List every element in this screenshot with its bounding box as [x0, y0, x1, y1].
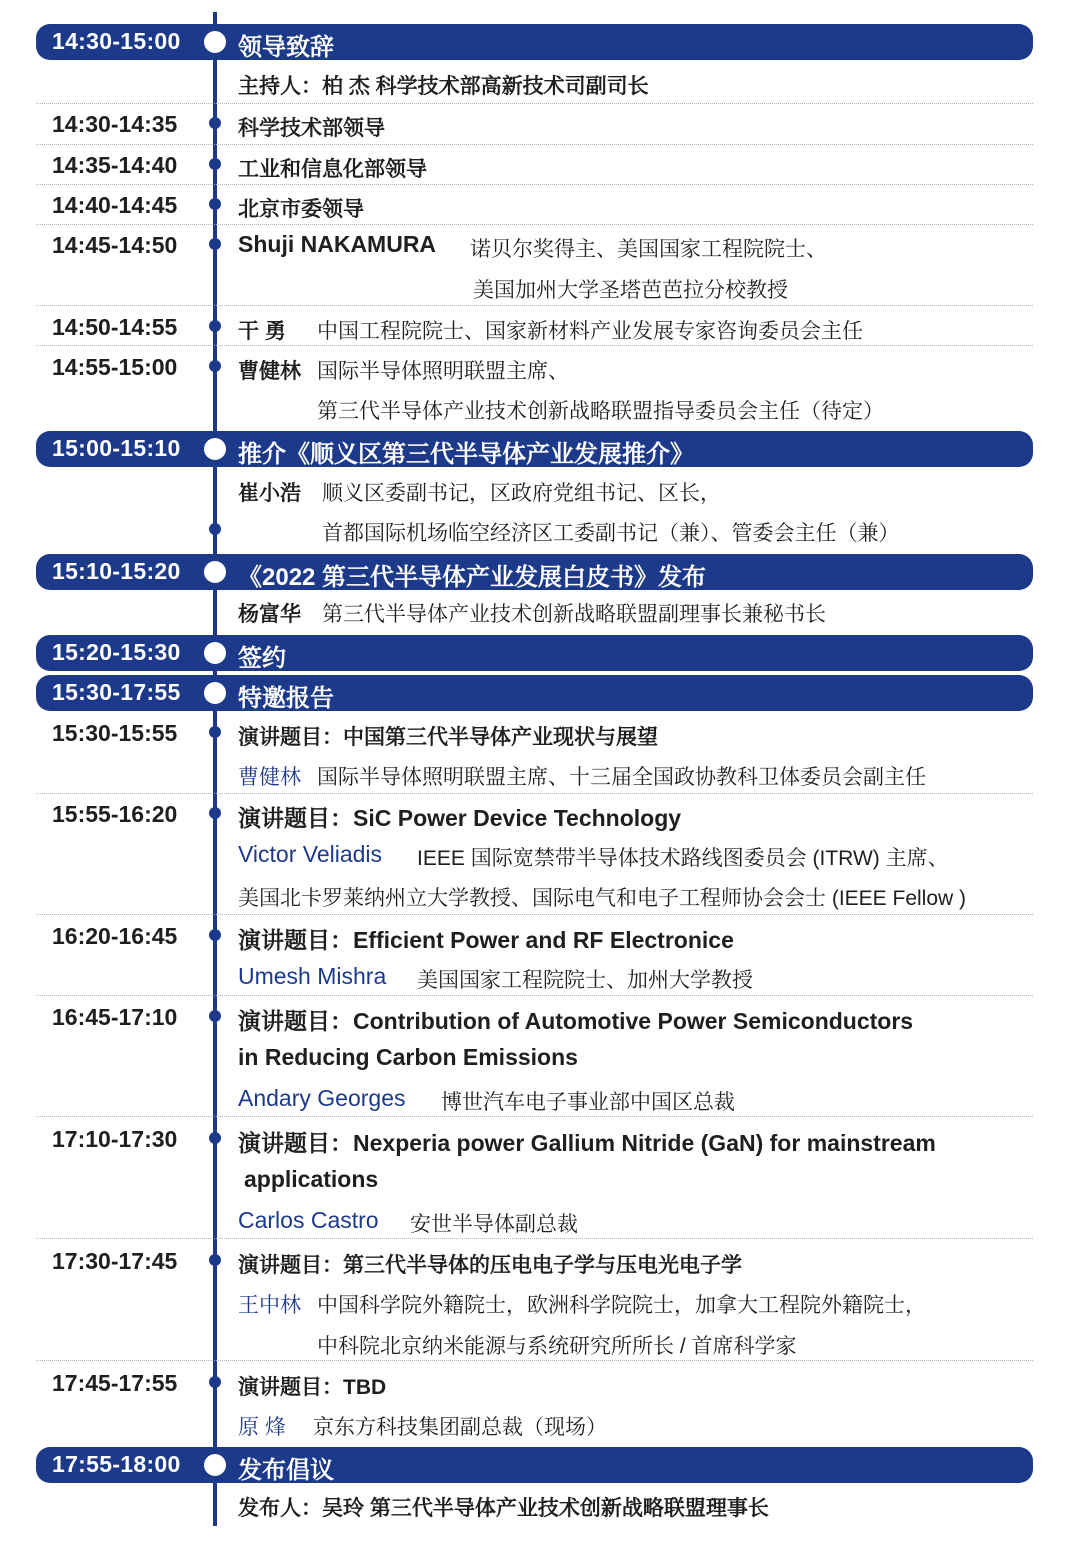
- section-bar-initiative: [36, 1447, 1033, 1483]
- talk-time: 17:45-17:55: [52, 1370, 178, 1396]
- separator: [36, 144, 1033, 145]
- separator: [36, 995, 1033, 996]
- separator: [36, 345, 1033, 346]
- timeline-dot: [209, 360, 221, 372]
- speaker-desc: 博世汽车电子事业部中国区总裁: [441, 1091, 735, 1114]
- separator: [36, 1116, 1033, 1117]
- separator: [36, 1238, 1033, 1239]
- timeline-node: [204, 642, 226, 664]
- speaker-desc: 国际半导体照明联盟主席、: [317, 360, 569, 383]
- item-time: 14:50-14:55: [52, 314, 178, 340]
- timeline-node: [204, 1454, 226, 1476]
- speaker-desc: 中国科学院外籍院士，欧洲科学院院士，加拿大工程院外籍院士，: [317, 1294, 926, 1317]
- talk-title: 演讲题目：SiC Power Device Technology: [238, 805, 682, 831]
- section-bar-welcome: [36, 24, 1033, 60]
- timeline-node: [204, 561, 226, 583]
- speaker-desc: 中国工程院院士、国家新材料产业发展专家咨询委员会主任: [317, 320, 863, 343]
- item-name: 科学技术部领导: [238, 117, 385, 140]
- item-time: 14:35-14:40: [52, 152, 178, 178]
- speaker-name: 曹健林: [238, 766, 301, 789]
- timeline-dot: [209, 1132, 221, 1144]
- speaker-desc: 中科院北京纳米能源与系统研究所所长 / 首席科学家: [317, 1335, 797, 1358]
- timeline-dot: [209, 158, 221, 170]
- separator: [36, 305, 1033, 306]
- speaker-name: Carlos Castro: [238, 1207, 379, 1233]
- talk-title: 演讲题目：中国第三代半导体产业现状与展望: [238, 726, 658, 749]
- speaker-name: 崔小浩: [238, 482, 301, 505]
- speaker-desc: 美国北卡罗莱纳州立大学教授、国际电气和电子工程师协会会士 (IEEE Fellow ): [238, 887, 967, 910]
- speaker-name: 王中林: [238, 1294, 301, 1317]
- speaker-desc: 安世半导体副总裁: [410, 1213, 578, 1236]
- speaker-desc: 第三代半导体产业技术创新战略联盟指导委员会主任（待定）: [317, 400, 884, 423]
- timeline-dot: [209, 320, 221, 332]
- section-bar-promo: [36, 431, 1033, 467]
- section-title: 《2022 第三代半导体产业发展白皮书》发布: [238, 564, 707, 591]
- talk-title: 演讲题目：Efficient Power and RF Electronice: [238, 927, 734, 953]
- section-title: 签约: [238, 645, 286, 672]
- speaker-desc: 第三代半导体产业技术创新战略联盟副理事长兼秘书长: [322, 603, 826, 626]
- publisher-line: 发布人：吴玲 第三代半导体产业技术创新战略联盟理事长: [238, 1497, 769, 1520]
- talk-title: 演讲题目：Contribution of Automotive Power Semiconductors: [238, 1008, 914, 1034]
- speaker-name: Andary Georges: [238, 1085, 406, 1111]
- talk-time: 16:45-17:10: [52, 1004, 178, 1030]
- section-title: 特邀报告: [238, 685, 334, 712]
- speaker-name: 原 烽: [238, 1416, 286, 1439]
- section-time: 15:20-15:30: [52, 639, 181, 665]
- timeline-dot: [209, 726, 221, 738]
- section-title: 推介《顺义区第三代半导体产业发展推介》: [238, 441, 694, 468]
- speaker-name: Shuji NAKAMURA: [238, 231, 437, 257]
- speaker-desc: 首都国际机场临空经济区工委副书记（兼）、管委会主任（兼）: [322, 522, 900, 545]
- separator: [36, 914, 1033, 915]
- speaker-name: 干 勇: [238, 320, 286, 343]
- separator: [36, 793, 1033, 794]
- separator: [36, 224, 1033, 225]
- timeline-dot: [209, 238, 221, 250]
- section-time: 15:30-17:55: [52, 679, 181, 705]
- section-bar-whitepaper: [36, 554, 1033, 590]
- talk-title: 演讲题目：第三代半导体的压电电子学与压电光电子学: [238, 1254, 742, 1277]
- speaker-desc: 美国加州大学圣塔芭芭拉分校教授: [473, 279, 788, 302]
- speaker-name: 杨富华: [238, 603, 301, 626]
- talk-time: 16:20-16:45: [52, 923, 178, 949]
- talk-title: 演讲题目：TBD: [238, 1376, 387, 1399]
- talk-time: 17:30-17:45: [52, 1248, 178, 1274]
- speaker-desc: 美国国家工程院院士、加州大学教授: [417, 969, 753, 992]
- section-title: 领导致辞: [238, 34, 334, 61]
- talk-time: 17:10-17:30: [52, 1126, 178, 1152]
- separator: [36, 1360, 1033, 1361]
- timeline-dot: [209, 929, 221, 941]
- timeline-dot: [209, 117, 221, 129]
- timeline-dot: [209, 523, 221, 535]
- timeline-node: [204, 438, 226, 460]
- item-time: 14:55-15:00: [52, 354, 178, 380]
- talk-title: in Reducing Carbon Emissions: [238, 1044, 578, 1070]
- section-bar-signing: [36, 635, 1033, 671]
- item-time: 14:40-14:45: [52, 192, 178, 218]
- separator: [36, 184, 1033, 185]
- speaker-desc: IEEE 国际宽禁带半导体技术路线图委员会 (ITRW) 主席、: [417, 847, 949, 870]
- section-time: 17:55-18:00: [52, 1451, 181, 1477]
- section-time: 14:30-15:00: [52, 28, 181, 54]
- speaker-name: Victor Veliadis: [238, 841, 383, 867]
- timeline-node: [204, 31, 226, 53]
- speaker-desc: 顺义区委副书记，区政府党组书记、区长，: [322, 482, 721, 505]
- section-title: 发布倡议: [238, 1457, 334, 1484]
- timeline-dot: [209, 807, 221, 819]
- speaker-desc: 京东方科技集团副总裁（现场）: [313, 1416, 607, 1439]
- timeline-dot: [209, 1254, 221, 1266]
- speaker-desc: 诺贝尔奖得主、美国国家工程院院士、: [470, 238, 827, 261]
- timeline-dot: [209, 1376, 221, 1388]
- host-line: 主持人：柏 杰 科学技术部高新技术司副司长: [238, 75, 649, 98]
- section-bar-keynotes: [36, 675, 1033, 711]
- speaker-name: 曹健林: [238, 360, 301, 383]
- section-time: 15:10-15:20: [52, 558, 181, 584]
- separator: [36, 103, 1033, 104]
- section-time: 15:00-15:10: [52, 435, 181, 461]
- timeline-dot: [209, 198, 221, 210]
- talk-time: 15:55-16:20: [52, 801, 178, 827]
- timeline-node: [204, 682, 226, 704]
- speaker-desc: 国际半导体照明联盟主席、十三届全国政协教科卫体委员会副主任: [317, 766, 926, 789]
- item-time: 14:45-14:50: [52, 232, 178, 258]
- talk-title: applications: [244, 1166, 379, 1192]
- timeline-dot: [209, 1010, 221, 1022]
- talk-title: 演讲题目：Nexperia power Gallium Nitride (GaN) for mainstream: [238, 1130, 936, 1156]
- item-name: 工业和信息化部领导: [238, 158, 427, 181]
- talk-time: 15:30-15:55: [52, 720, 178, 746]
- speaker-name: Umesh Mishra: [238, 963, 387, 989]
- item-time: 14:30-14:35: [52, 111, 178, 137]
- item-name: 北京市委领导: [238, 198, 364, 221]
